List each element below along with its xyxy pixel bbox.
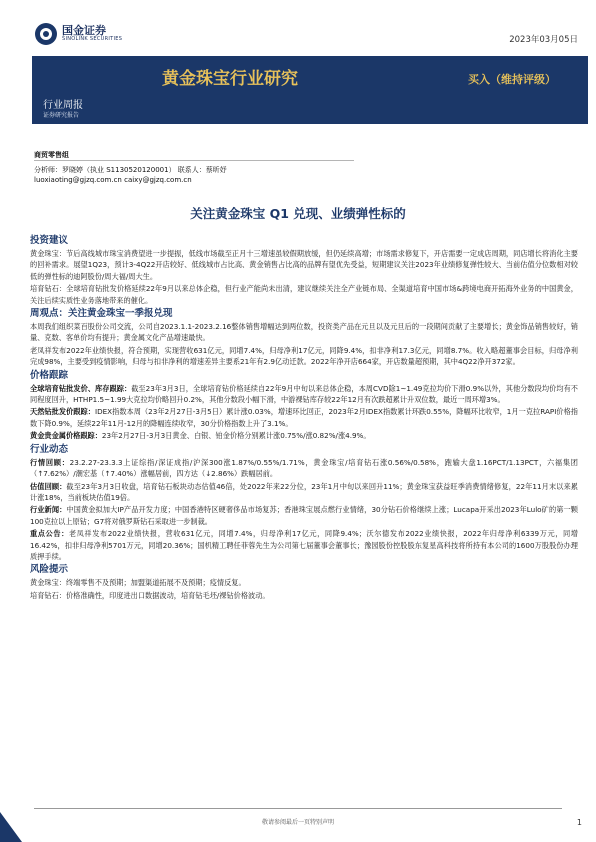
paragraph-text: 截至23年3月3日收盘，培育钻石板块动态估值46倍，处2022年来22分位，23年1月中旬以来回升11%；黄金珠宝获益旺季消费情绪修复，22年11月末以来累计涨18%，当前板块估值19倍。 (30, 481, 578, 502)
section-heading: 周观点：关注黄金珠宝一季报兑现 (30, 308, 173, 320)
company-logo (34, 22, 152, 48)
paragraph-text: 中国黄金拟加大IP产品开发力度；中国香港特区硬奢侈品市场复苏；香港珠宝展点燃行业情绪，30分钻石价格继续上涨；Lucapa开采出2023年Lulo矿的第一颗100克拉以上原钻；G7将对俄罗斯钻石采取进一步制裁。 (30, 505, 578, 526)
paragraph-label: 天然钻批发价跟踪： (30, 407, 95, 417)
report-date: 2023年03月05日 (509, 35, 578, 45)
author-block (34, 150, 354, 186)
logo-name: 国金证券 (62, 24, 106, 37)
logo-mark-icon (34, 22, 58, 46)
footer-disclaimer: 敬请参阅最后一页特别声明 (261, 819, 334, 826)
paragraph (30, 406, 578, 429)
paragraph: 老凤祥发布2022年业绩快报，符合预期，实现营收631亿元，同增7.4%，归母净利17亿元，同降9.4%，扣非净利17.3亿元，同增8.7%。收入略超董事会目标，归母净利完成98%，主要受到疫情影响，归母与扣非净利的增速差异主要系21年有2.9亿动迁款。2022年净开店664家，开店数量超预期，其中4Q22净开372家。 (30, 345, 578, 367)
paragraph: 培育钻石：全球培育钻批发价格延续22年9月以来总体企稳，但行业产能尚未出清，建议继续关注全产业链布局、全渠道培育中国市场&跨境电商开拓海外业务的中国黄金，关注后续实质性业务落地带来的催化。 (30, 284, 578, 305)
paragraph: 黄金珠宝：终端零售不及预期；加盟渠道拓展不及预期；疫情反复。 (30, 578, 246, 588)
paragraph-label: 行情回顾： (30, 457, 70, 467)
paragraph-text: IDEX指数本周（23年2月27日-3月5日）累计涨0.03%，增速环比回正，2023年2月IDEX指数累计环跌0.55%，降幅环比收窄，1月一克拉RAPI价格指数下降0.9%，延续22年11月-12月的降幅连续收窄，30分价格指数上升了3.1%。 (30, 407, 578, 428)
page-number: 1 (576, 818, 582, 827)
paragraph-label: 全球培育钻批发价、库存跟踪： (30, 383, 132, 393)
paragraph (30, 504, 578, 527)
paragraph-text: 老凤祥发布2022业绩快报，营收631亿元，同增7.4%，归母净利17亿元，同降9.4%；沃尔德发布2022业绩快报，2022年归母净利6339万元，同增16.42%，扣非归母净利5701万元，同增20.36%；国机精工聘任菲蓉先生为公司第七届董事会董事长；豫园股份控股股东复星高科技将所持有本公司的1600万股股份办理质押手续。 (30, 529, 578, 561)
paragraph-text: 截至23年3月3日，全球培育钻价格延续自22年9月中旬以来总体企稳，本周CVD除1~1.49克拉均价下滑0.9%以外，其他分数段均价均有不同程度回升，HTHP1.5~1.99大克拉均价略回升0.2%，其他分数段小幅下滑，中游裸钻库存较22年12月有次跌超累计升双位数，最近一周环增3%。 (30, 383, 578, 405)
paragraph (30, 481, 578, 504)
paragraph (30, 383, 578, 406)
rating-badge: 买入（维持评级） (468, 73, 556, 86)
section-heading: 行业动态 (30, 443, 69, 455)
paragraph-text: 23.2.27-23.3.3上证综指/深证成指/沪深300涨1.87%/0.55%/1.71%，黄金珠宝/培育钻石涨0.56%/0.58%，跑输大盘1.16PCT/1.13PCT，六福集团（↑7.62%）/潮宏基（↑7.40%）涨幅居前，四方达（↓2.86%）跌幅居前。 (30, 457, 578, 479)
paragraph-text: 23年2月27日-3月3日黄金、白银、铂金价格分别累计涨0.75%/涨0.82%/涨4.9%。 (101, 431, 371, 441)
header-banner (32, 56, 588, 124)
email-line: luoxiaoting@gjzq.com.cn caixy@gjzq.com.cn (34, 176, 192, 184)
paragraph (30, 457, 578, 480)
paragraph: 培育钻石：价格准确性，印度进出口数据波动，培育钻毛坯/裸钻价格波动。 (30, 590, 270, 600)
section-heading: 风险提示 (30, 564, 69, 576)
paragraph: 本周我们组织菜百股份公司交流，公司自2023.1.1-2023.2.16整体销售增幅达到两位数，投资类产品在元旦以及元旦后的一段期间贡献了主要增长；黄金饰品销售较好，销量、克数、客单价均有提升；黄金属文化产品增速最快。 (30, 322, 578, 343)
team-name: 商贸零售组 (34, 151, 69, 159)
paragraph (30, 528, 578, 562)
section-heading: 投资建议 (30, 235, 69, 246)
report-type: 行业周报 (43, 100, 83, 111)
author-divider (34, 160, 354, 161)
industry-title: 黄金珠宝行业研究 (162, 69, 298, 89)
section-heading: 价格跟踪 (30, 369, 69, 381)
paragraph-label: 估值回顾： (30, 481, 67, 491)
report-body (30, 234, 578, 602)
paragraph: 黄金珠宝：节后高线城市珠宝消费望进一步提振，低线市场截至正月十三增速虽较假期放缓，但仍延续高增；市场需求修复下，开店需要一定成店周期，同店增长将消化主要的回补需求。展望1Q23，预计3-4Q22开店较好、低线城市占比高、黄金销售占比高的品牌有望优先受益，短期建议关注2023年业绩修复弹性较大、当前估值分位数相对较低的弹性标的迪阿股份/周大福/周大生。 (30, 249, 578, 281)
logo-english-name: SINOLINK SECURITIES (62, 36, 123, 42)
corner-decoration-icon (0, 812, 22, 842)
analyst-line: 分析师：罗晓婷（执业 S1130520120001） 联系人：蔡昕妤 (34, 165, 227, 174)
report-subtype: 证券研究报告 (43, 112, 80, 119)
paragraph-label: 重点公告： (30, 529, 69, 539)
footer-divider (34, 808, 562, 809)
paragraph (30, 430, 578, 441)
report-title: 关注黄金珠宝 Q1 兑现、业绩弹性标的 (190, 206, 406, 221)
paragraph-label: 黄金贵金属价格跟踪： (30, 431, 102, 441)
paragraph-label: 行业新闻： (30, 505, 67, 515)
